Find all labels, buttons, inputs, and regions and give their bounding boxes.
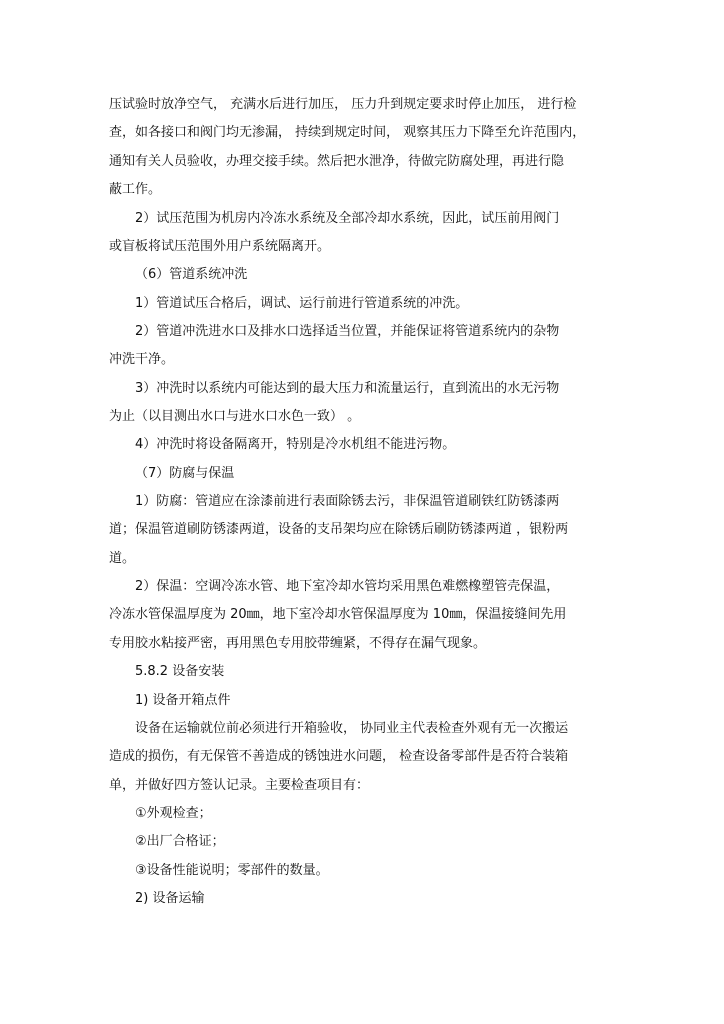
- text-line: 3）冲洗时以系统内可能达到的最大压力和流量运行，直到流出的水无污物: [135, 381, 560, 396]
- section-heading: （6）管道系统冲洗: [135, 267, 248, 282]
- text-line: 或盲板将试压范围外用户系统隔离开。: [109, 239, 331, 254]
- subsection-heading: 2) 设备运输: [135, 891, 205, 906]
- text-line: 造成的损伤，有无保管不善造成的锈蚀进水问题， 检查设备零部件是否符合装箱: [109, 749, 569, 764]
- text-line: 压试验时放净空气， 充满水后进行加压， 压力升到规定要求时停止加压， 进行检: [109, 97, 577, 112]
- text-line: 2）试压范围为机房内冷冻水系统及全部冷却水系统，因此，试压前用阀门: [135, 211, 560, 226]
- list-item: ②出厂合格证；: [135, 834, 225, 849]
- section-heading: （7）防腐与保温: [135, 466, 235, 481]
- text-line: 单，并做好四方签认记录。主要检查项目有：: [109, 778, 370, 793]
- text-line: 道；保温管道刷防锈漆两道，设备的支吊架均应在除锈后刷防锈漆两道 ，银粉两: [109, 522, 569, 537]
- list-item: ③设备性能说明；零部件的数量。: [135, 863, 329, 878]
- text-line: 冲洗干净。: [109, 352, 175, 367]
- text-line: 蔽工作。: [109, 182, 162, 197]
- text-line: 冷冻水管保温厚度为 20㎜，地下室冷却水管保温厚度为 10㎜，保温接缝间先用: [109, 607, 567, 622]
- text-line: 2）保温：空调冷冻水管、地下室冷却水管均采用黑色难燃橡塑管壳保温，: [135, 579, 560, 594]
- text-line: 道。: [109, 551, 136, 566]
- text-line: 1）管道试压合格后，调试、运行前进行管道系统的冲洗。: [135, 296, 469, 311]
- text-line: 1）防腐：管道应在涂漆前进行表面除锈去污，非保温管道刷铁红防锈漆两: [135, 494, 560, 509]
- text-line: 专用胶水粘接严密，再用黑色专用胶带缠紧，不得存在漏气现象。: [109, 636, 487, 651]
- subsection-heading: 1) 设备开箱点件: [135, 693, 231, 708]
- text-line: 设备在运输就位前必须进行开箱验收， 协同业主代表检查外观有无一次搬运: [135, 721, 569, 736]
- text-line: 2）管道冲洗进水口及排水口选择适当位置，并能保证将管道系统内的杂物: [135, 324, 560, 339]
- text-line: 4）冲洗时将设备隔离开，特别是冷水机组不能进污物。: [135, 437, 456, 452]
- text-line: 查，如各接口和阀门均无渗漏， 持续到规定时间， 观察其压力下降至允许范围内，: [109, 125, 586, 140]
- text-line: 为止（以目测出水口与进水口水色一致） 。: [109, 409, 361, 424]
- text-line: 通知有关人员验收，办理交接手续。然后把水泄净，待做完防腐处理，再进行隐: [109, 154, 565, 169]
- list-item: ①外观检查；: [135, 806, 212, 821]
- section-heading: 5.8.2 设备安装: [135, 664, 225, 679]
